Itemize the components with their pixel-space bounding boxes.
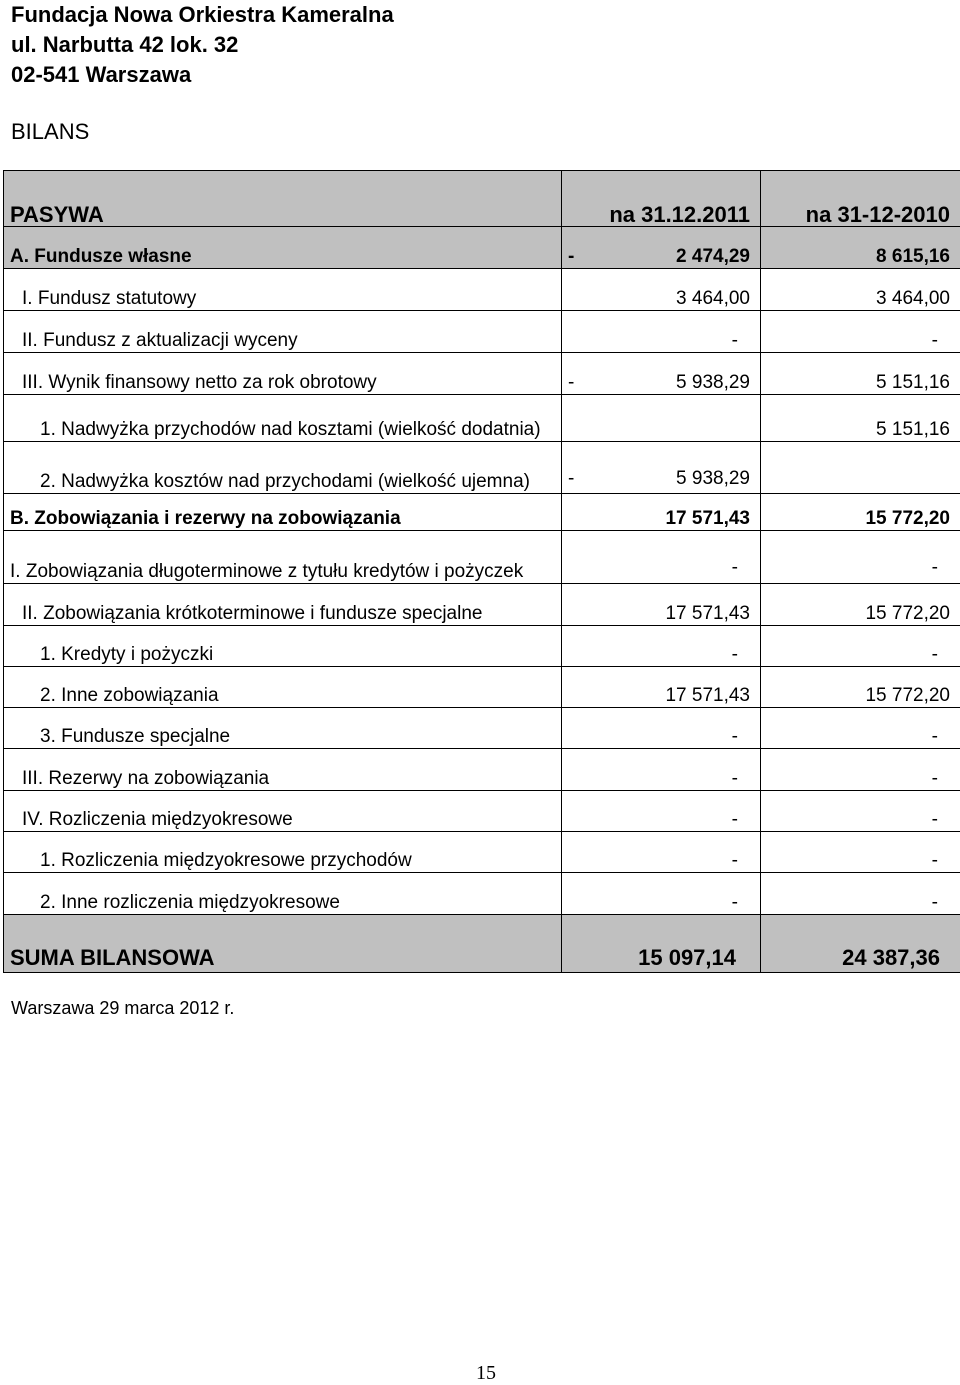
value-2010: - (761, 311, 960, 353)
table-row (4, 667, 960, 708)
value-2011: - (731, 892, 738, 913)
value-2011: 17 571,43 (665, 603, 750, 624)
value-2010 (761, 442, 960, 494)
table-row (4, 269, 960, 311)
value-2010: 15 772,20 (761, 667, 960, 708)
value-2011: 5 938,29 (676, 372, 750, 393)
balance-table (3, 170, 960, 973)
row-label: 1. Rozliczenia międzyokresowe przychodów (4, 832, 562, 873)
row-label: II. Fundusz z aktualizacji wyceny (4, 311, 562, 353)
value-2011: 2 474,29 (676, 246, 750, 267)
value-2010: - (761, 791, 960, 832)
value-2010: 8 615,16 (761, 227, 960, 269)
value-2010: 15 772,20 (761, 494, 960, 531)
col-header-2011: na 31.12.2011 (562, 171, 761, 227)
value-2010: - (761, 749, 960, 791)
value-2010: - (761, 531, 960, 584)
page-number: 15 (476, 1362, 496, 1384)
value-2011: 17 571,43 (665, 685, 750, 706)
value-2010: 5 151,16 (761, 353, 960, 395)
table-row (4, 749, 960, 791)
table-row (4, 311, 960, 353)
org-name: Fundacja Nowa Orkiestra Kameralna (11, 2, 394, 27)
total-value-2010: 24 387,36 (761, 915, 960, 973)
value-2011: 3 464,00 (676, 288, 750, 309)
document-title: BILANS (11, 119, 90, 144)
table-row (4, 494, 960, 531)
value-2010: - (761, 708, 960, 749)
value-2011: - (731, 330, 738, 351)
col-header-pasywa: PASYWA (4, 171, 562, 227)
value-2011: - (731, 726, 738, 747)
table-row (4, 353, 960, 395)
total-value-2011: 15 097,14 (562, 915, 761, 973)
org-city: 02-541 Warszawa (11, 62, 192, 87)
table-row (4, 832, 960, 873)
value-2011: - (731, 644, 738, 665)
table-row (4, 873, 960, 915)
value-2010: 3 464,00 (761, 269, 960, 311)
value-2011: 17 571,43 (665, 508, 750, 529)
value-2011: - (731, 850, 738, 871)
table-row (4, 708, 960, 749)
table-row (4, 791, 960, 832)
row-label: II. Zobowiązania krótkoterminowe i fundusze specjalne (4, 584, 562, 626)
value-2010: 5 151,16 (761, 395, 960, 442)
table-row (4, 442, 960, 494)
row-label: IV. Rozliczenia międzyokresowe (4, 791, 562, 832)
value-2011: - (731, 557, 738, 578)
value-2010: - (761, 832, 960, 873)
col-header-2010: na 31-12-2010 (761, 171, 960, 227)
value-2010: - (761, 626, 960, 667)
org-address: ul. Narbutta 42 lok. 32 (11, 32, 239, 57)
table-row (4, 227, 960, 269)
value-2011: - (731, 809, 738, 830)
row-label: I. Zobowiązania długoterminowe z tytułu kredytów i pożyczek (4, 531, 562, 584)
table-header-row (4, 171, 960, 227)
value-2010: - (761, 873, 960, 915)
table-row (4, 395, 960, 442)
value-2010: 15 772,20 (761, 584, 960, 626)
row-label: 1. Kredyty i pożyczki (4, 626, 562, 667)
row-label: 1. Nadwyżka przychodów nad kosztami (wielkość dodatnia) (4, 395, 562, 442)
row-label: B. Zobowiązania i rezerwy na zobowiązania (4, 494, 562, 531)
table-row (4, 584, 960, 626)
row-label: III. Wynik finansowy netto za rok obrotowy (4, 353, 562, 395)
value-2011: - (731, 768, 738, 789)
place-date: Warszawa 29 marca 2012 r. (11, 998, 235, 1018)
row-label: 2. Inne rozliczenia międzyokresowe (4, 873, 562, 915)
table-row (4, 626, 960, 667)
row-label: III. Rezerwy na zobowiązania (4, 749, 562, 791)
table-row (4, 531, 960, 584)
row-label: 2. Nadwyżka kosztów nad przychodami (wielkość ujemna) (4, 442, 562, 494)
row-label: A. Fundusze własne (4, 227, 562, 269)
sign-2011: - (568, 246, 575, 267)
value-2011: 5 938,29 (676, 468, 750, 489)
total-label: SUMA BILANSOWA (4, 915, 562, 973)
total-row (4, 915, 960, 973)
organization-header (11, 0, 394, 90)
row-label: 2. Inne zobowiązania (4, 667, 562, 708)
row-label: 3. Fundusze specjalne (4, 708, 562, 749)
row-label: I. Fundusz statutowy (4, 269, 562, 311)
sign-2011: - (568, 372, 575, 393)
sign-2011: - (568, 468, 575, 489)
